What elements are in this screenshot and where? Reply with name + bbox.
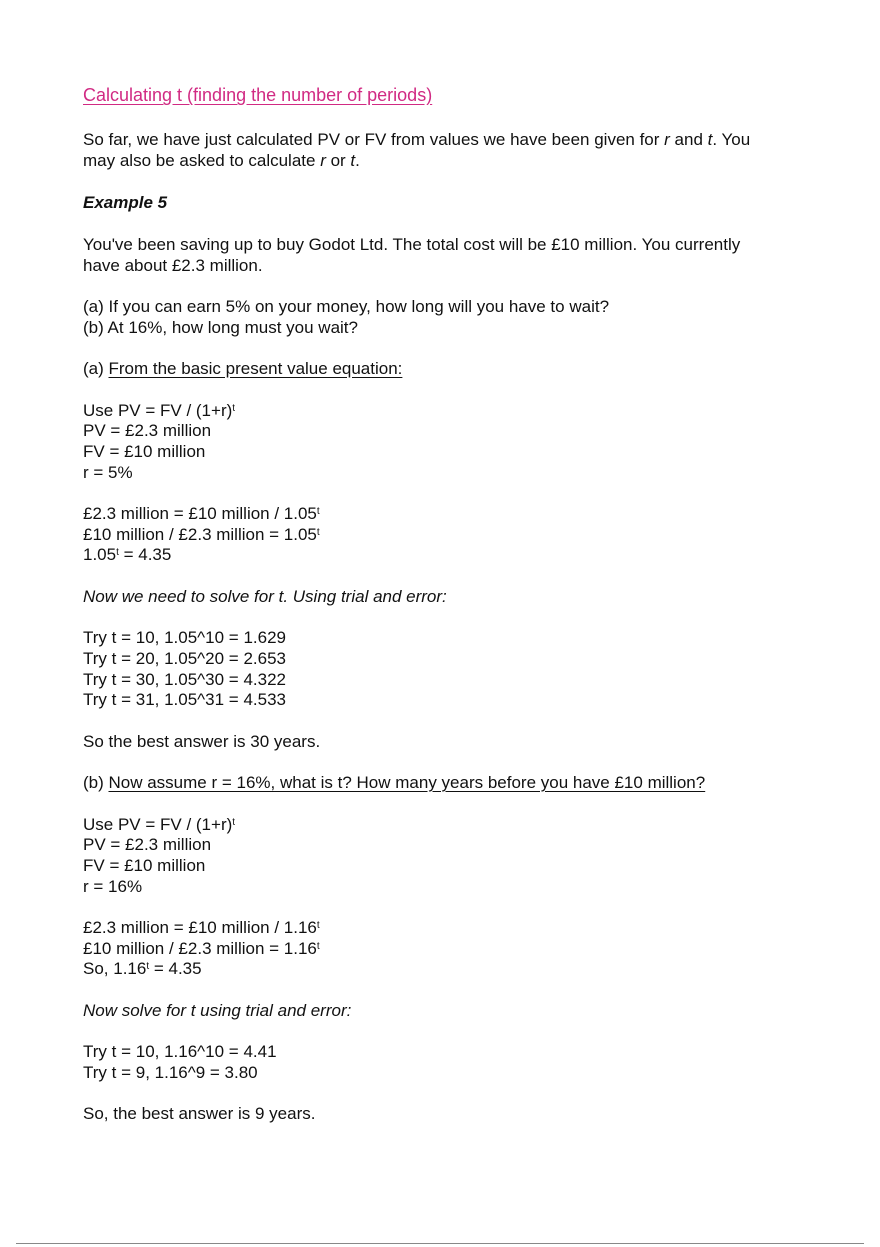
- equation-text: £10 million / £2.3 million = 1.05: [83, 525, 317, 544]
- exponent-t: t: [116, 547, 119, 558]
- part-b-formula: [83, 815, 235, 835]
- equation-text: So, 1.16: [83, 959, 147, 978]
- part-b-fv: FV = £10 million: [83, 856, 206, 875]
- part-a-label: (a): [83, 359, 109, 378]
- formula-text: Use PV = FV / (1+r): [83, 815, 233, 834]
- equation-text: £2.3 million = £10 million / 1.05: [83, 504, 317, 523]
- exponent-t: t: [316, 527, 320, 538]
- part-b-solve-note: Now solve for t using trial and error:: [83, 1001, 352, 1020]
- intro-var-r: r: [664, 130, 670, 149]
- part-b-heading: [83, 773, 705, 793]
- part-b-trial: Try t = 10, 1.16^10 = 4.41: [83, 1042, 277, 1061]
- example-title: Example 5: [83, 193, 168, 212]
- exponent-t: t: [316, 506, 320, 517]
- intro-var-t: t: [707, 130, 713, 149]
- part-a-trial: Try t = 10, 1.05^10 = 1.629: [83, 628, 286, 647]
- footer-divider: [16, 1243, 864, 1244]
- part-a-solve-note: Now we need to solve for t. Using trial and error:: [83, 587, 447, 606]
- equation-text: £2.3 million = £10 million / 1.16: [83, 918, 317, 937]
- intro-var-t: t: [350, 151, 356, 170]
- part-a-eq-2: [83, 525, 320, 545]
- part-b-pv: PV = £2.3 million: [83, 835, 212, 854]
- exponent-t: t: [316, 941, 320, 952]
- intro-text: or: [325, 151, 351, 170]
- part-b-eq-1: [83, 918, 320, 938]
- part-a-heading: [83, 359, 402, 379]
- intro-var-r: r: [320, 151, 326, 170]
- scenario-line-2: have about £2.3 million.: [83, 256, 263, 275]
- part-b-eq-2: [83, 939, 320, 959]
- exponent-t: t: [316, 920, 320, 931]
- part-a-pv: PV = £2.3 million: [83, 421, 212, 440]
- part-a-answer: So the best answer is 30 years.: [83, 732, 321, 751]
- formula-text: Use PV = FV / (1+r): [83, 401, 233, 420]
- part-b-eq-3: [83, 959, 202, 979]
- question-b: (b) At 16%, how long must you wait?: [83, 318, 358, 337]
- part-a-rate: r = 5%: [83, 463, 133, 482]
- intro-text: So far, we have just calculated PV or FV from values we have been given for: [83, 130, 665, 149]
- exponent-t: t: [232, 403, 236, 414]
- equation-text: = 4.35: [118, 545, 172, 564]
- intro-text: and: [669, 130, 708, 149]
- section-heading: Calculating t (finding the number of periods): [83, 85, 433, 105]
- equation-text: = 4.35: [149, 959, 202, 978]
- part-a-eq-3: [83, 545, 171, 565]
- part-b-rate: r = 16%: [83, 877, 143, 896]
- part-b-label: (b): [83, 773, 109, 792]
- intro-text: may also be asked to calculate: [83, 151, 321, 170]
- intro-text: .: [355, 151, 360, 170]
- intro-text: . You: [712, 130, 751, 149]
- question-a: (a) If you can earn 5% on your money, how long will you have to wait?: [83, 297, 610, 316]
- part-a-trial: Try t = 30, 1.05^30 = 4.322: [83, 670, 286, 689]
- part-a-formula: [83, 401, 235, 421]
- part-b-title: Now assume r = 16%, what is t? How many years before you have £10 million?: [108, 773, 706, 792]
- part-a-trial: Try t = 20, 1.05^20 = 2.653: [83, 649, 286, 668]
- part-b-answer: So, the best answer is 9 years.: [83, 1104, 316, 1123]
- part-a-eq-1: [83, 504, 320, 524]
- exponent-t: t: [146, 961, 150, 972]
- part-a-fv: FV = £10 million: [83, 442, 206, 461]
- equation-text: £10 million / £2.3 million = 1.16: [83, 939, 317, 958]
- intro-line-2: [83, 151, 360, 171]
- part-a-title: From the basic present value equation:: [108, 359, 403, 378]
- exponent-t: t: [232, 817, 236, 828]
- part-a-trial: Try t = 31, 1.05^31 = 4.533: [83, 690, 286, 709]
- intro-line-1: [83, 130, 750, 150]
- part-b-trial: Try t = 9, 1.16^9 = 3.80: [83, 1063, 258, 1082]
- scenario-line-1: You've been saving up to buy Godot Ltd. The total cost will be £10 million. You currently: [83, 235, 741, 254]
- equation-text: 1.05: [83, 545, 117, 564]
